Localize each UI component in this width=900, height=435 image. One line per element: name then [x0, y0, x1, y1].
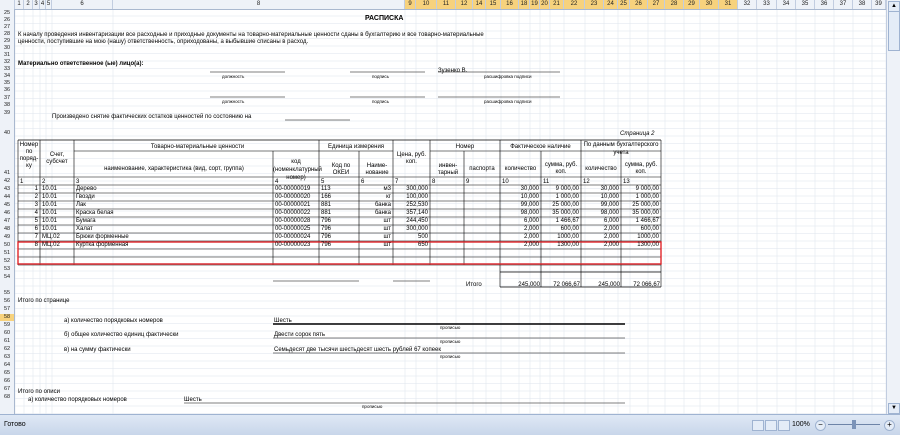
column-header-22[interactable]: 22	[564, 0, 585, 9]
normal-view-icon[interactable]	[752, 420, 764, 431]
column-header-21[interactable]: 21	[550, 0, 564, 9]
column-header-4[interactable]: 4	[40, 1, 45, 7]
header-passport: паспорта	[469, 166, 495, 172]
cell-bqty[interactable]: 10,000	[600, 194, 619, 200]
row-header-43[interactable]: 43	[3, 186, 11, 192]
column-header-2[interactable]: 2	[24, 0, 33, 9]
row-header-50[interactable]: 50	[3, 242, 11, 248]
row-header-56[interactable]: 56	[3, 298, 11, 304]
page-total-b-value[interactable]: Двести сорок пять	[274, 332, 326, 338]
row-header-67[interactable]: 67	[3, 386, 11, 392]
row-header-27[interactable]: 27	[3, 24, 11, 30]
cell-acc[interactable]: 10.01	[42, 194, 58, 200]
cell-bsum[interactable]: 1 466,67	[635, 218, 659, 224]
header-number: Номер	[455, 144, 475, 150]
row-header-34[interactable]: 34	[3, 73, 11, 79]
row-header-62[interactable]: 62	[3, 346, 11, 352]
cell-bqty[interactable]: 2,000	[603, 226, 619, 232]
cell-name[interactable]: Дерево	[76, 186, 97, 192]
cell-bqty[interactable]: 2,000	[603, 234, 619, 240]
column-header-1[interactable]: 1	[15, 0, 24, 9]
caption-words-2: прописью	[440, 339, 461, 344]
header-inventory: инвен-тарный	[437, 163, 459, 176]
cell-okei[interactable]: 796	[321, 242, 332, 248]
row-header-bar[interactable]	[0, 9, 15, 414]
zoom-slider-thumb[interactable]	[852, 420, 856, 429]
header-book-sum: сумма, руб. коп.	[624, 162, 658, 175]
cell-bqty[interactable]: 99,000	[600, 202, 619, 208]
column-header-25[interactable]: 25	[618, 0, 630, 9]
cell-sum[interactable]: 9 000,00	[555, 186, 579, 192]
row-header-46[interactable]: 46	[3, 210, 11, 216]
column-number-1: 1	[20, 179, 24, 185]
caption-signature-2: подпись	[372, 99, 390, 104]
cell-acc[interactable]: 10.01	[42, 202, 58, 208]
header-tmc: Товарно-материальные ценности	[150, 144, 245, 150]
column-header-16[interactable]: 16	[501, 0, 519, 9]
column-number-2: 2	[42, 179, 46, 185]
cell-code[interactable]: 00-00000020	[275, 194, 311, 200]
cell-name[interactable]: Краска белая	[76, 210, 114, 216]
row-header-66[interactable]: 66	[3, 378, 11, 384]
caption-words-3: прописью	[440, 354, 461, 359]
row-header-40[interactable]: 40	[3, 130, 11, 136]
row-header-54[interactable]: 54	[3, 274, 11, 280]
column-number-9: 9	[466, 179, 470, 185]
cell-code[interactable]: 00-00000021	[275, 202, 311, 208]
list-total-title: Итого по описи	[18, 389, 60, 395]
status-bar	[0, 414, 900, 435]
row-header-45[interactable]: 45	[3, 202, 11, 208]
cell-unit[interactable]: банка	[374, 202, 391, 208]
row-header-65[interactable]: 65	[3, 370, 11, 376]
cell-name[interactable]: Куртка форменная	[76, 242, 129, 248]
page-total-title: Итого по странице	[18, 298, 70, 304]
cell-name[interactable]: Гвозди	[76, 194, 95, 200]
row-header-60[interactable]: 60	[3, 330, 11, 336]
header-actual: Фактическое наличие	[510, 144, 571, 150]
header-unit: Единица измерения	[327, 144, 385, 150]
column-header-39[interactable]: 39	[872, 0, 886, 9]
caption-words-4: прописью	[362, 404, 383, 409]
cell-sum[interactable]: 1 000,00	[555, 194, 579, 200]
cell-sum[interactable]: 35 000,00	[552, 210, 579, 216]
cell-acc[interactable]: 10.01	[42, 210, 58, 216]
column-header-38[interactable]: 38	[853, 0, 872, 9]
cell-unit[interactable]: м3	[383, 186, 391, 192]
row-header-37[interactable]: 37	[3, 95, 11, 101]
cell-price[interactable]: 100,000	[406, 194, 428, 200]
cell-n[interactable]: 3	[34, 202, 38, 208]
cell-n[interactable]: 6	[34, 226, 38, 232]
column-header-34[interactable]: 34	[777, 0, 796, 9]
row-header-26[interactable]: 26	[3, 17, 11, 23]
cell-unit[interactable]: кг	[386, 194, 391, 200]
row-header-28[interactable]: 28	[3, 31, 11, 37]
column-header-18[interactable]: 18	[519, 0, 530, 9]
cell-bqty[interactable]: 6,000	[603, 218, 619, 224]
column-number-11: 11	[543, 179, 550, 185]
cell-code[interactable]: 00-00000023	[275, 242, 311, 248]
row-header-48[interactable]: 48	[3, 226, 11, 232]
list-total-a-label: а) количество порядковых номеров	[28, 397, 127, 403]
zoom-level[interactable]: 100%	[792, 421, 810, 428]
cell-qty[interactable]: 98,000	[520, 210, 539, 216]
responsible-name: Зузенко В.	[438, 68, 468, 74]
list-total-a-value[interactable]: Шесть	[184, 397, 202, 403]
scroll-up-icon[interactable]: ▲	[888, 1, 900, 12]
cell-n[interactable]: 5	[34, 218, 38, 224]
column-number-5: 5	[321, 179, 325, 185]
cell-qty[interactable]: 6,000	[523, 218, 539, 224]
row-header-53[interactable]: 53	[3, 266, 11, 272]
removal-line: Произведено снятие фактических остатков ценностей по состоянию на	[52, 114, 252, 120]
cell-bsum[interactable]: 1 000,00	[635, 194, 659, 200]
cell-acc[interactable]: 10.01	[42, 218, 58, 224]
cell-bsum[interactable]: 1300,00	[637, 242, 659, 248]
status-ready: Готово	[4, 421, 26, 428]
page-total-a-label: а) количество порядковых номеров	[64, 318, 163, 324]
cell-n[interactable]: 8	[34, 242, 38, 248]
column-header-15[interactable]: 15	[486, 0, 501, 9]
cell-n[interactable]: 1	[34, 186, 38, 192]
intro-line-2: ценности, поступившие на мою (нашу) ответственность, оприходованы, а выбывшие списаны в расход.	[18, 39, 309, 45]
cell-n[interactable]: 7	[34, 234, 38, 240]
caption-decode-2: расшифровка подписи	[484, 99, 532, 104]
zoom-out-icon[interactable]: −	[815, 420, 826, 431]
vertical-scrollbar[interactable]	[886, 0, 900, 414]
row-header-33[interactable]: 33	[3, 66, 11, 72]
row-header-47[interactable]: 47	[3, 218, 11, 224]
column-number-12: 12	[583, 179, 590, 185]
header-name: наименование, характеристика (вид, сорт, группа)	[104, 166, 244, 172]
column-header-5[interactable]: 5	[46, 1, 51, 7]
column-header-19[interactable]: 19	[530, 0, 540, 9]
cell-qty[interactable]: 99,000	[520, 202, 539, 208]
row-header-51[interactable]: 51	[3, 250, 11, 256]
caption-position-2: должность	[222, 99, 245, 104]
cell-name[interactable]: Брюки форменные	[76, 234, 129, 240]
cell-name[interactable]: Бумага	[76, 218, 96, 224]
row-header-25[interactable]: 25	[3, 10, 11, 16]
row-header-52[interactable]: 52	[3, 258, 11, 264]
cell-okei[interactable]: 113	[321, 186, 331, 192]
column-header-35[interactable]: 35	[796, 0, 815, 9]
row-header-31[interactable]: 31	[3, 52, 11, 58]
header-unit-name: Наиме-нование	[365, 163, 389, 176]
cell-sum[interactable]: 25 000,00	[552, 202, 579, 208]
cell-okei[interactable]: 796	[321, 234, 332, 240]
zoom-in-icon[interactable]: +	[884, 420, 895, 431]
scroll-thumb[interactable]	[888, 11, 900, 51]
cell-qty[interactable]: 2,000	[523, 234, 539, 240]
column-header-30[interactable]: 30	[700, 0, 719, 9]
column-header-31[interactable]: 31	[719, 0, 738, 9]
column-header-37[interactable]: 37	[834, 0, 853, 9]
responsible-label: Материально ответственное (ые) лицо(а):	[18, 61, 144, 67]
column-header-10[interactable]: 10	[416, 0, 437, 9]
cell-acc[interactable]: МЦ.02	[42, 242, 60, 248]
cell-price[interactable]: 357,140	[406, 210, 428, 216]
header-account: Счет, субсчет	[46, 152, 68, 165]
column-number-8: 8	[432, 179, 436, 185]
header-price: Цена, руб. коп.	[396, 152, 427, 165]
cell-okei[interactable]: 166	[321, 194, 332, 200]
row-header-49[interactable]: 49	[3, 234, 11, 240]
cell-sum[interactable]: 600,00	[560, 226, 579, 232]
cell-code[interactable]: 00-00000022	[275, 210, 311, 216]
cell-bsum[interactable]: 1000,00	[637, 234, 659, 240]
cell-price[interactable]: 500	[417, 234, 428, 240]
column-header-24[interactable]: 24	[604, 0, 618, 9]
scroll-down-icon[interactable]: ▼	[888, 403, 900, 414]
row-header-44[interactable]: 44	[3, 194, 11, 200]
header-book: По данным бухгалтерского учета	[583, 142, 659, 156]
cell-name[interactable]: Халат	[76, 226, 93, 232]
column-header-23[interactable]: 23	[585, 0, 604, 9]
column-header-bar[interactable]	[0, 0, 900, 10]
header-actual-qty: количество	[504, 166, 537, 172]
cell-sum[interactable]: 1300,00	[557, 242, 579, 248]
cell-code[interactable]: 00-00000028	[275, 218, 311, 224]
column-header-3[interactable]: 3	[33, 0, 40, 9]
cell-unit[interactable]: шт	[383, 234, 391, 240]
cell-name[interactable]: Лак	[76, 202, 86, 208]
page-total-c-value[interactable]: Семьдесят две тысячи шестьдесят шесть рублей 67 копеек	[274, 347, 441, 353]
row-header-68[interactable]: 68	[3, 394, 11, 400]
row-header-63[interactable]: 63	[3, 354, 11, 360]
header-okei: Код по ОКЕИ	[331, 163, 351, 176]
cell-qty[interactable]: 30,000	[520, 186, 539, 192]
cell-okei[interactable]: 796	[321, 226, 332, 232]
select-all-corner[interactable]	[0, 0, 15, 9]
total-book-sum[interactable]: 72 066,67	[633, 282, 660, 288]
page-title: РАСПИСКА	[365, 15, 404, 22]
row-header-42[interactable]: 42	[3, 178, 11, 184]
cell-price[interactable]: 244,450	[406, 218, 428, 224]
page-total-c-label: в) на сумму фактически	[64, 347, 131, 353]
cell-n[interactable]: 4	[34, 210, 38, 216]
intro-line-1: К началу проведения инвентаризации все расходные и приходные документы на товарно-материальные ценности сданы в бухгалтерию и все товарно-материальные	[18, 32, 484, 38]
total-label: Итого	[466, 282, 482, 288]
cell-unit[interactable]: шт	[383, 218, 391, 224]
caption-signature-1: подпись	[372, 74, 390, 79]
row-header-41[interactable]: 41	[3, 170, 11, 176]
total-book-qty[interactable]: 245,000	[598, 282, 620, 288]
cell-bsum[interactable]: 35 000,00	[632, 210, 659, 216]
row-header-38[interactable]: 38	[3, 102, 11, 108]
cell-price[interactable]: 252,530	[406, 202, 428, 208]
total-qty[interactable]: 245,000	[518, 282, 540, 288]
cell-bsum[interactable]: 600,00	[640, 226, 659, 232]
cell-acc[interactable]: 10.01	[42, 226, 58, 232]
column-header-29[interactable]: 29	[684, 0, 700, 9]
cell-bsum[interactable]: 9 000,00	[635, 186, 659, 192]
row-header-35[interactable]: 35	[3, 80, 11, 86]
cell-bqty[interactable]: 30,000	[600, 186, 619, 192]
column-header-27[interactable]: 27	[648, 0, 665, 9]
cell-qty[interactable]: 10,000	[520, 194, 539, 200]
column-header-32[interactable]: 32	[738, 0, 757, 9]
row-header-59[interactable]: 59	[3, 322, 11, 328]
column-number-10: 10	[502, 179, 509, 185]
cell-bqty[interactable]: 2,000	[603, 242, 619, 248]
row-header-61[interactable]: 61	[3, 338, 11, 344]
cell-n[interactable]: 2	[34, 194, 38, 200]
cell-code[interactable]: 00-00000019	[275, 186, 311, 192]
cell-unit[interactable]: шт	[383, 242, 391, 248]
row-header-32[interactable]: 32	[3, 59, 11, 65]
cell-qty[interactable]: 2,000	[523, 226, 539, 232]
column-number-13: 13	[623, 179, 630, 185]
cell-bqty[interactable]: 98,000	[600, 210, 619, 216]
row-header-55[interactable]: 55	[3, 290, 11, 296]
column-header-14[interactable]: 14	[473, 0, 486, 9]
row-header-30[interactable]: 30	[3, 45, 11, 51]
column-header-12[interactable]: 12	[456, 0, 473, 9]
cell-unit[interactable]: банка	[374, 210, 391, 216]
column-number-3: 3	[76, 179, 80, 185]
page-layout-icon[interactable]	[765, 420, 777, 431]
row-header-39[interactable]: 39	[3, 110, 11, 116]
cell-okei[interactable]: 796	[321, 218, 332, 224]
cell-okei[interactable]: 881	[321, 202, 332, 208]
caption-words-1: прописью	[440, 325, 461, 330]
column-header-9[interactable]: 9	[405, 0, 416, 9]
column-header-6[interactable]: 6	[52, 0, 113, 9]
column-number-7: 7	[395, 179, 399, 185]
row-header-29[interactable]: 29	[3, 38, 11, 44]
row-header-36[interactable]: 36	[3, 87, 11, 93]
cell-okei[interactable]: 881	[321, 210, 332, 216]
cell-acc[interactable]: 10.01	[42, 186, 58, 192]
column-header-20[interactable]: 20	[540, 0, 550, 9]
cell-sum[interactable]: 1 466,67	[555, 218, 579, 224]
cell-unit[interactable]: шт	[383, 226, 391, 232]
column-number-6: 6	[361, 179, 365, 185]
column-header-11[interactable]: 11	[437, 0, 456, 9]
caption-decode-1: расшифровка подписи	[484, 74, 532, 79]
cell-code[interactable]: 00-00000025	[275, 226, 311, 232]
page-total-a-value[interactable]: Шесть	[274, 318, 292, 324]
row-header-64[interactable]: 64	[3, 362, 11, 368]
row-header-58[interactable]: 58	[0, 314, 14, 321]
total-sum[interactable]: 72 066,67	[553, 282, 580, 288]
caption-position-1: должность	[222, 74, 245, 79]
column-header-36[interactable]: 36	[815, 0, 834, 9]
cell-price[interactable]: 300,000	[406, 226, 428, 232]
column-header-33[interactable]: 33	[757, 0, 777, 9]
cell-price[interactable]: 300,000	[406, 186, 428, 192]
header-num: Номер по поряд-ку	[19, 142, 39, 169]
page-number-label: Страница 2	[620, 131, 655, 137]
page-break-icon[interactable]	[778, 420, 790, 431]
cell-bsum[interactable]: 25 000,00	[632, 202, 659, 208]
column-header-8[interactable]: 8	[113, 0, 405, 9]
cell-sum[interactable]: 1000,00	[557, 234, 579, 240]
cell-acc[interactable]: МЦ.02	[42, 234, 60, 240]
cell-code[interactable]: 00-00000024	[275, 234, 311, 240]
header-book-qty: количество	[585, 166, 617, 172]
cell-qty[interactable]: 2,000	[523, 242, 539, 248]
column-number-4: 4	[275, 179, 279, 185]
column-header-26[interactable]: 26	[630, 0, 648, 9]
header-actual-sum: сумма, руб. коп.	[544, 162, 578, 175]
row-header-57[interactable]: 57	[3, 306, 11, 312]
header-code: код (номенклатурный номер)	[273, 159, 322, 181]
cell-price[interactable]: 650	[417, 242, 428, 248]
page-total-b-label: б) общее количество единиц фактически	[64, 332, 179, 338]
column-header-28[interactable]: 28	[665, 0, 684, 9]
